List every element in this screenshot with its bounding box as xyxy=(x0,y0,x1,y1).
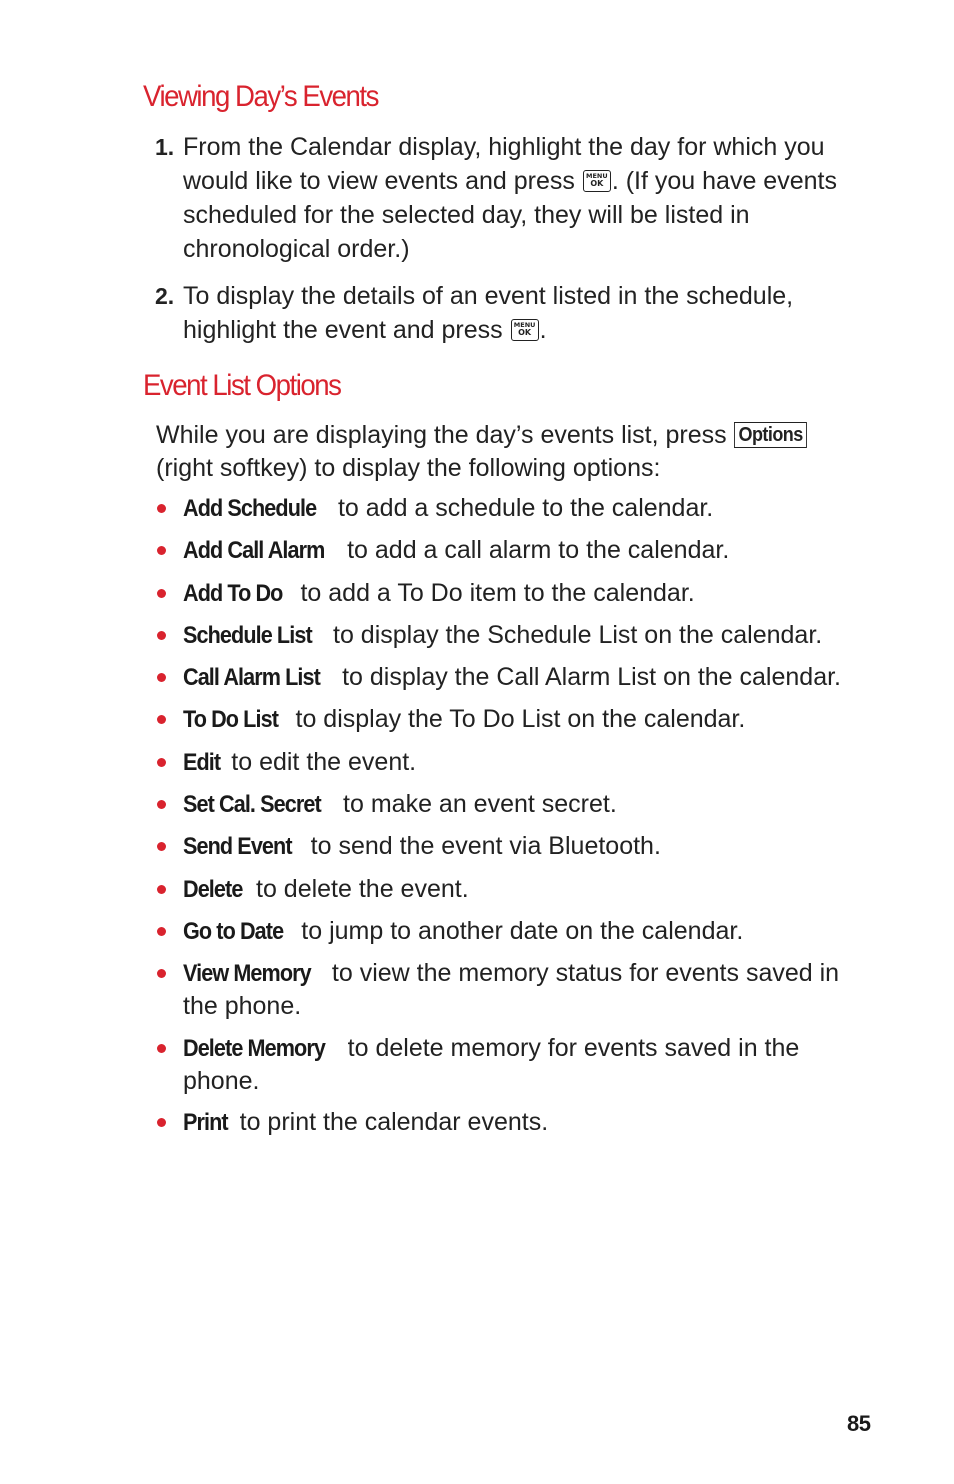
option-label: Edit xyxy=(183,748,221,776)
option-description: to delete memory for events saved in the phone. xyxy=(183,1033,800,1095)
list-item xyxy=(156,619,846,652)
bullet-icon xyxy=(157,969,166,978)
bullet-icon xyxy=(157,631,166,640)
list-item xyxy=(156,577,846,610)
bullet-icon xyxy=(157,1118,166,1127)
list-item xyxy=(156,1106,846,1139)
option-description: to add a schedule to the calendar. xyxy=(331,494,714,522)
option-label: Schedule List xyxy=(183,621,312,649)
list-item xyxy=(156,492,846,525)
list-item xyxy=(156,788,846,821)
step-text: . (If you have events scheduled for the selected day, they will be listed in chronological order.) xyxy=(183,167,837,263)
bullet-icon xyxy=(157,589,166,598)
option-label: Add To Do xyxy=(183,579,283,607)
option-description: to edit the event. xyxy=(224,747,417,776)
bullet-icon xyxy=(157,800,166,809)
bullet-icon xyxy=(157,758,166,767)
list-item xyxy=(156,830,846,863)
option-description: to add a To Do item to the calendar. xyxy=(293,578,695,607)
list-item xyxy=(156,703,846,736)
step-text: From the Calendar display, highlight the day for which you would like to view events and press xyxy=(183,133,825,195)
section-title-event-list-options: Event List Options xyxy=(143,369,341,402)
step-text: . xyxy=(539,316,547,344)
bullet-icon xyxy=(157,715,166,724)
option-description: to display the To Do List on the calendar. xyxy=(288,705,746,734)
option-description: to send the event via Bluetooth. xyxy=(303,832,661,861)
option-description: to jump to another date on the calendar. xyxy=(294,916,744,945)
list-item xyxy=(156,915,846,948)
steps-list xyxy=(155,130,845,360)
list-item xyxy=(156,957,846,1022)
option-label: View Memory xyxy=(183,960,311,988)
option-label: Print xyxy=(183,1108,228,1136)
option-label: Go to Date xyxy=(183,917,284,945)
option-label: To Do List xyxy=(183,706,278,734)
option-label: Delete Memory xyxy=(183,1034,325,1062)
option-description: to display the Schedule List on the calendar. xyxy=(326,620,823,649)
bullet-icon xyxy=(157,673,166,682)
options-softkey-label: Options xyxy=(734,422,807,448)
options-intro: While you are displaying the day’s events list, press Options (right softkey) to display the following options: xyxy=(156,419,846,485)
option-description: to display the Call Alarm List on the calendar. xyxy=(335,663,841,692)
options-list xyxy=(156,492,846,1148)
step-2 xyxy=(155,279,845,347)
step-1 xyxy=(155,130,845,266)
step-number: 1. xyxy=(155,134,175,160)
option-description: to make an event secret. xyxy=(336,790,617,819)
option-description: to add a call alarm to the calendar. xyxy=(340,536,730,565)
list-item xyxy=(156,873,846,906)
option-description: to print the calendar events. xyxy=(232,1107,549,1136)
section-title-viewing-days-events: Viewing Day’s Events xyxy=(143,80,378,113)
option-description: to view the memory status for events saved in the phone. xyxy=(183,959,840,1021)
option-label: Call Alarm List xyxy=(183,664,320,692)
bullet-icon xyxy=(157,842,166,851)
option-label: Delete xyxy=(183,875,243,903)
option-label: Add Call Alarm xyxy=(183,537,325,565)
bullet-icon xyxy=(157,927,166,936)
bullet-icon xyxy=(157,1044,166,1053)
page-number: 85 xyxy=(847,1411,871,1436)
step-number: 2. xyxy=(155,283,175,309)
bullet-icon xyxy=(157,504,166,513)
list-item xyxy=(156,661,846,694)
bullet-icon xyxy=(157,546,166,555)
option-label: Add Schedule xyxy=(183,495,317,522)
list-item xyxy=(156,746,846,779)
option-label: Set Cal. Secret xyxy=(183,791,321,819)
bullet-icon xyxy=(157,885,166,894)
menu-ok-key-icon: MENU OK xyxy=(511,319,539,341)
list-item xyxy=(156,1032,846,1097)
list-item xyxy=(156,534,846,567)
option-label: Send Event xyxy=(183,833,292,861)
option-description: to delete the event. xyxy=(249,874,469,903)
menu-ok-key-icon: MENU OK xyxy=(583,170,611,192)
step-text: To display the details of an event listed in the schedule, highlight the event and press xyxy=(183,282,794,344)
